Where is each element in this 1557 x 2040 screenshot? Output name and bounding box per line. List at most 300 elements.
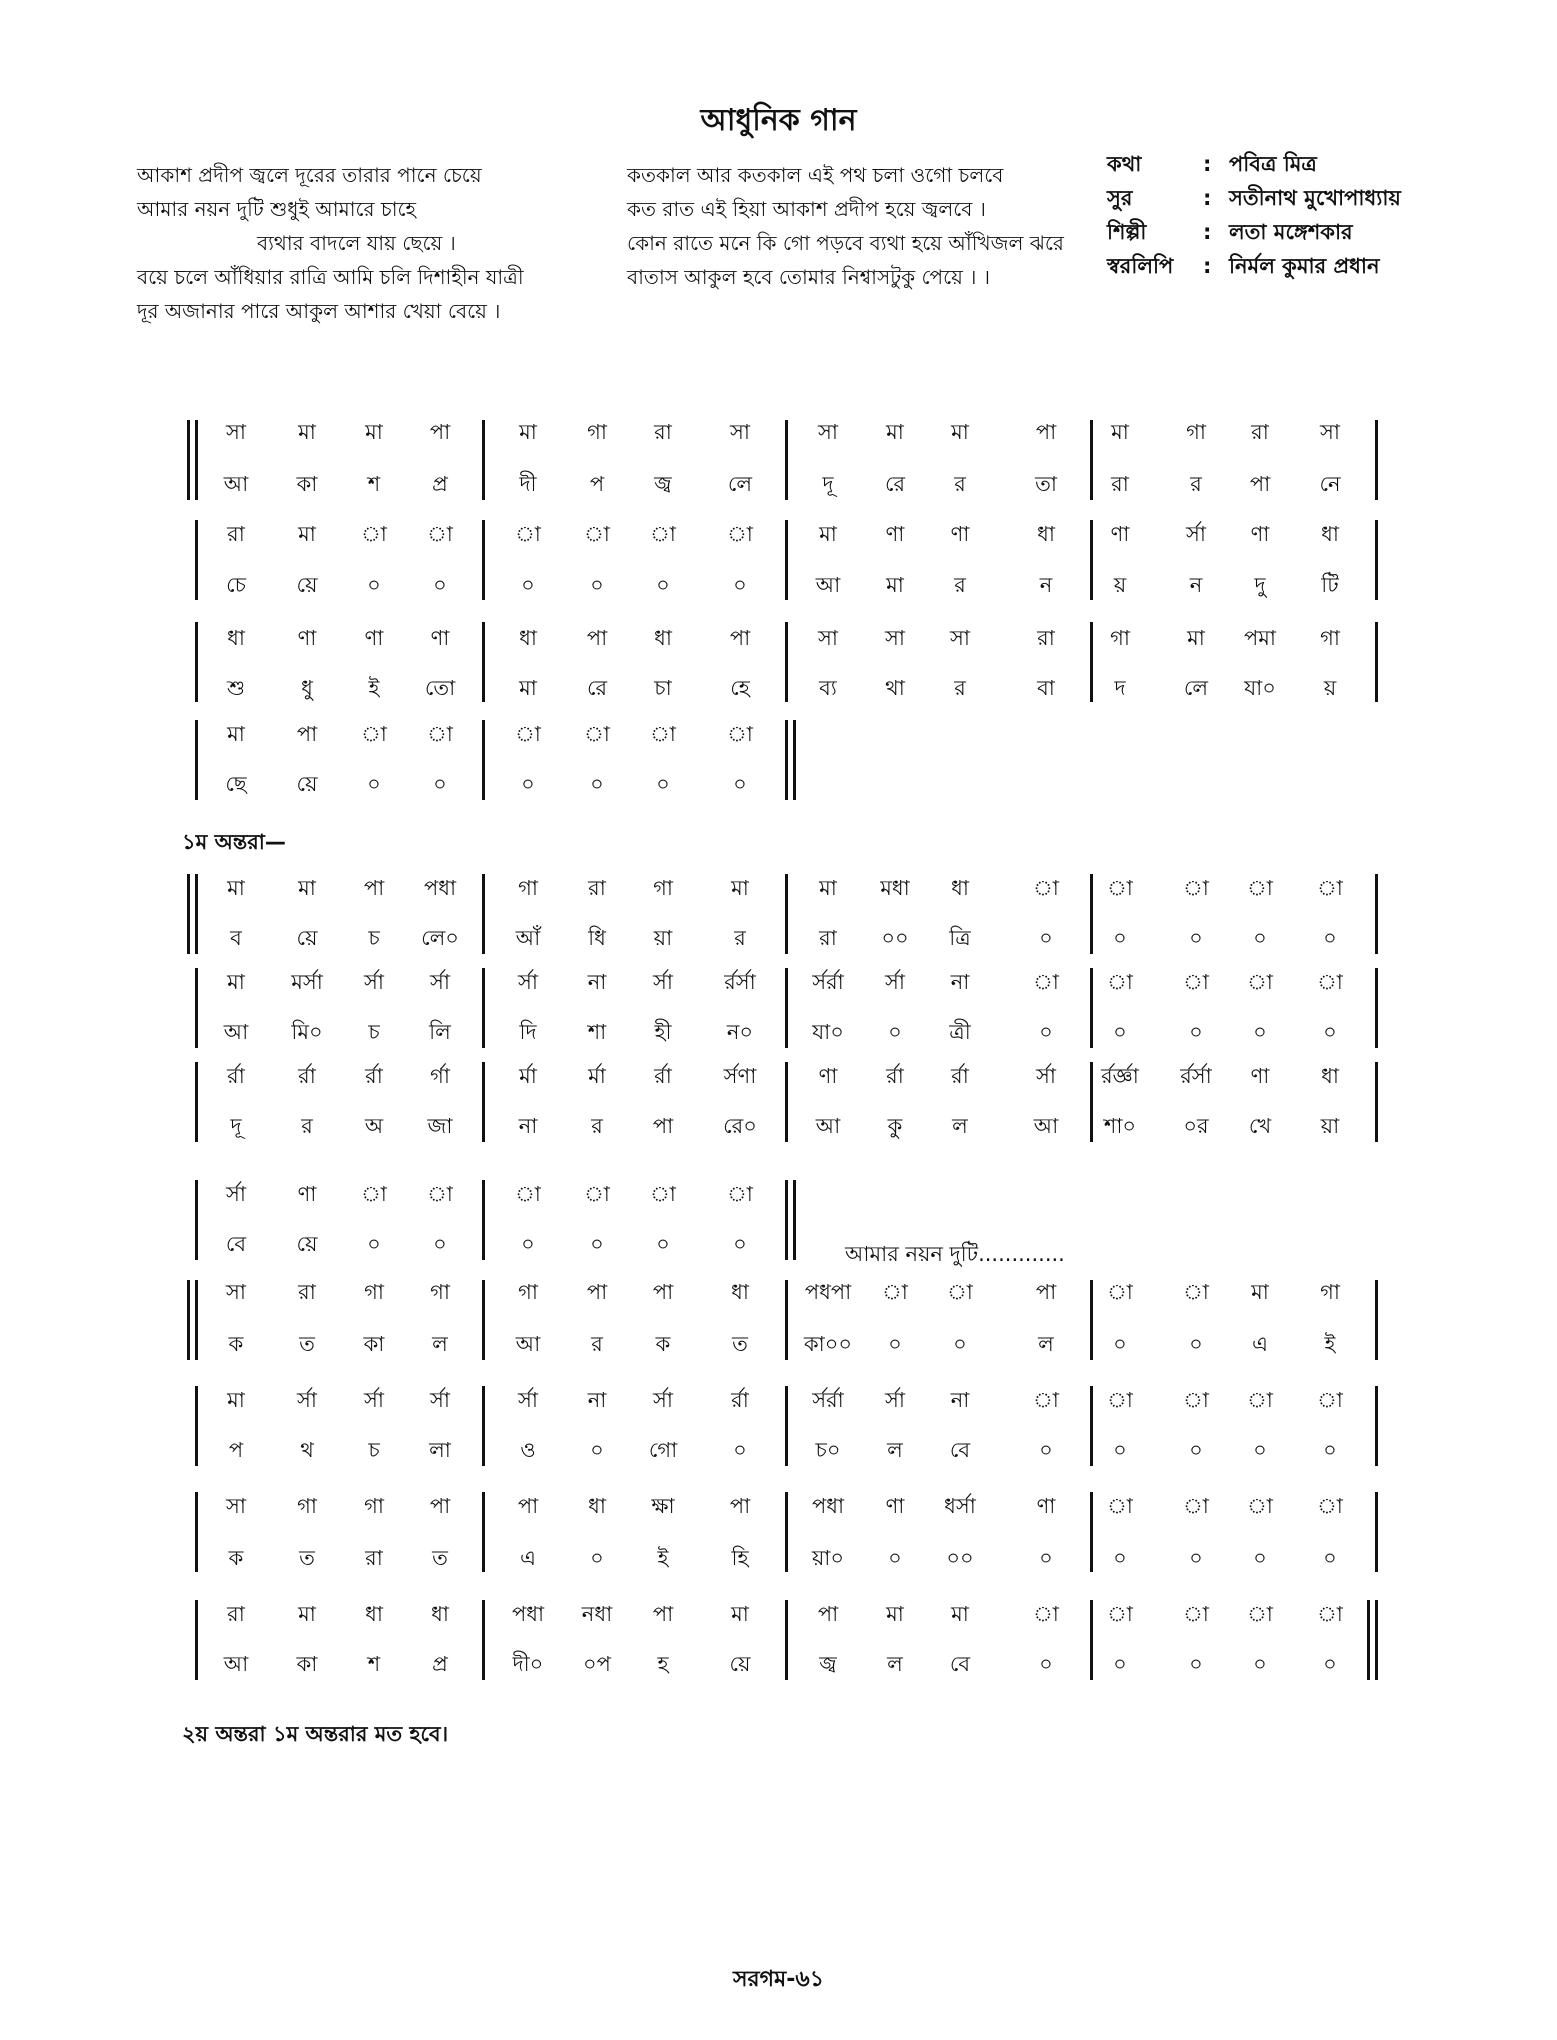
notation-cell: শা০ xyxy=(1103,1114,1137,1138)
notation-cell: র্রর্জ্ঞা xyxy=(1101,1064,1139,1088)
notation-cell: া xyxy=(361,722,387,746)
notation-cell: পা xyxy=(363,876,385,900)
notation-cell: ০প xyxy=(583,1652,611,1676)
notation-cell: ধা xyxy=(1037,522,1055,546)
notation-cell: ০ xyxy=(888,1332,902,1356)
notation-cell: গা xyxy=(1110,626,1130,650)
notation-cell: া xyxy=(727,722,753,746)
notation-cell: ০ xyxy=(521,772,535,796)
notation-cell: ধা xyxy=(431,1602,449,1626)
notation-cell: গা xyxy=(587,420,607,444)
notation-cell: লে xyxy=(1183,676,1209,700)
notation-cell: ণা xyxy=(297,1182,317,1206)
notation-cell: া xyxy=(1247,970,1273,994)
bar-line xyxy=(785,1600,788,1680)
notation-cell: ত xyxy=(732,1332,748,1356)
bar-line xyxy=(785,622,788,702)
notation-cell: ক xyxy=(228,1546,244,1570)
notation-cell: পা xyxy=(652,1602,674,1626)
notation-cell: ণা xyxy=(1036,1494,1056,1518)
notation-cell: মা xyxy=(819,876,837,900)
notation-cell: ল xyxy=(887,1438,903,1462)
lyric-line: ব্যথার বাদলে যায় ছেয়ে । xyxy=(257,231,456,255)
bar-line xyxy=(482,968,485,1048)
notation-cell: সা xyxy=(885,626,905,650)
notation-cell: চ xyxy=(368,926,380,950)
bar-line xyxy=(195,1600,198,1680)
notation-cell: ০ xyxy=(521,1232,535,1256)
bar-line xyxy=(785,1280,788,1360)
notation-cell: কা xyxy=(296,472,318,496)
notation-cell: র্রা xyxy=(654,1064,672,1088)
notation-cell: ধি xyxy=(588,926,606,950)
notation-cell: আ xyxy=(815,1114,841,1138)
bar-line xyxy=(1090,1062,1093,1142)
notation-cell: র্রা xyxy=(886,1064,904,1088)
notation-cell: রা xyxy=(365,1546,383,1570)
notation-cell: ত্রি xyxy=(949,926,971,950)
notation-cell: য় xyxy=(1113,573,1127,597)
notation-cell: ত xyxy=(299,1546,315,1570)
antara1-label: ১ম অন্তরা— xyxy=(182,830,286,854)
notation-cell: পা xyxy=(729,1494,751,1518)
notation-cell: রে xyxy=(884,472,906,496)
notation-cell: ০ xyxy=(1189,926,1203,950)
notation-cell: য় xyxy=(1323,676,1337,700)
notation-cell: এ xyxy=(520,1546,536,1570)
credit-label: কথা xyxy=(1107,152,1142,176)
bar-line xyxy=(1090,622,1093,702)
notation-cell: ধা xyxy=(365,1602,383,1626)
notation-cell: আঁ xyxy=(515,926,541,950)
notation-cell: ০ xyxy=(1189,1332,1203,1356)
notation-cell: ০ xyxy=(590,772,604,796)
notation-cell: ল xyxy=(952,1114,968,1138)
notation-cell: ল xyxy=(887,1652,903,1676)
notation-cell: শ xyxy=(367,1652,381,1676)
notation-cell: মা xyxy=(227,970,245,994)
notation-cell: দূ xyxy=(230,1114,242,1138)
notation-cell: অ xyxy=(364,1114,384,1138)
notation-cell: া xyxy=(1247,1602,1273,1626)
notation-cell: র xyxy=(734,926,746,950)
antara2-note: ২য় অন্তরা ১ম অন্তরার মত হবে। xyxy=(182,1722,449,1746)
credit-label: স্বরলিপি xyxy=(1107,254,1174,278)
notation-cell: ০ xyxy=(1113,1652,1127,1676)
notation-cell: পা xyxy=(296,722,318,746)
notation-cell: চ xyxy=(368,1438,380,1462)
notation-cell: পা xyxy=(817,1602,839,1626)
notation-cell: র্সণা xyxy=(723,1064,757,1088)
notation-cell: য়ে xyxy=(296,573,318,597)
credit-colon: : xyxy=(1203,152,1212,176)
notation-cell: লে xyxy=(727,472,753,496)
bar-line xyxy=(785,420,788,500)
notation-cell: খে xyxy=(1248,1114,1272,1138)
notation-cell: মা xyxy=(819,522,837,546)
notation-cell: ক্ষা xyxy=(651,1494,675,1518)
notation-cell: পা xyxy=(1035,1280,1057,1304)
notation-cell: ০ xyxy=(1323,926,1337,950)
notation-cell: কু xyxy=(887,1114,903,1138)
notation-cell: পধা xyxy=(423,876,457,900)
notation-cell: ০ xyxy=(1039,1652,1053,1676)
notation-cell: নধা xyxy=(581,1602,613,1626)
notation-cell: য়ে xyxy=(296,1232,318,1256)
notation-cell: ০ xyxy=(733,1232,747,1256)
bar-line xyxy=(482,874,485,954)
notation-cell: মা xyxy=(886,420,904,444)
notation-cell: র্গা xyxy=(430,1064,450,1088)
notation-cell: বা xyxy=(1037,676,1055,700)
notation-cell: ধা xyxy=(731,1280,749,1304)
notation-cell: ধা xyxy=(519,626,537,650)
notation-cell: া xyxy=(1107,1602,1133,1626)
credit-value: লতা মঙ্গেশকার xyxy=(1229,220,1353,244)
notation-cell: া xyxy=(1183,1494,1209,1518)
notation-cell: ধা xyxy=(588,1494,606,1518)
notation-cell: ০ xyxy=(733,1438,747,1462)
notation-cell: ধর্সা xyxy=(944,1494,976,1518)
notation-cell: া xyxy=(1317,1602,1343,1626)
notation-cell: মা xyxy=(298,1602,316,1626)
notation-cell: রা xyxy=(1111,472,1129,496)
notation-cell: মা xyxy=(1187,626,1205,650)
notation-cell: র xyxy=(591,1332,603,1356)
notation-cell: টি xyxy=(1321,573,1339,597)
notation-cell: পা xyxy=(652,1280,674,1304)
notation-cell: ০ xyxy=(1113,1332,1127,1356)
notation-cell: ০ xyxy=(521,573,535,597)
bar-line xyxy=(785,968,788,1048)
notation-cell: না xyxy=(950,970,970,994)
notation-cell: র্সা xyxy=(885,970,905,994)
notation-cell: তো xyxy=(424,676,456,700)
refrain-note: আমার নয়ন দুটি............. xyxy=(845,1242,1065,1266)
bar-line xyxy=(482,1180,485,1260)
bar-line xyxy=(1375,1280,1378,1360)
notation-cell: র্সা xyxy=(364,970,384,994)
notation-cell: য়ে xyxy=(296,772,318,796)
notation-cell: মা xyxy=(519,420,537,444)
notation-cell: র্রা xyxy=(227,1064,245,1088)
notation-cell: রা xyxy=(227,1602,245,1626)
notation-cell: র্সা xyxy=(885,1388,905,1412)
notation-cell: র্রা xyxy=(731,1388,749,1412)
notation-cell: ০ xyxy=(1039,1546,1053,1570)
notation-cell: া xyxy=(1107,876,1133,900)
bar-line xyxy=(1090,520,1093,600)
notation-cell: া xyxy=(1247,1388,1273,1412)
end-bar-line xyxy=(793,720,796,800)
credit-colon: : xyxy=(1203,220,1212,244)
bar-line xyxy=(482,1492,485,1572)
notation-cell: া xyxy=(427,722,453,746)
notation-cell: দী xyxy=(519,472,537,496)
notation-cell: ০ xyxy=(590,1438,604,1462)
bar-line xyxy=(195,1280,198,1360)
notation-cell: পা xyxy=(729,626,751,650)
notation-cell: গা xyxy=(297,1494,317,1518)
notation-cell: র্সা xyxy=(430,1388,450,1412)
notation-cell: মা xyxy=(298,522,316,546)
bar-line xyxy=(1375,1062,1378,1142)
lyric-line: কত রাত এই হিয়া আকাশ প্রদীপ হয়ে জ্বলবে । xyxy=(627,197,986,221)
bar-line xyxy=(195,1386,198,1466)
notation-cell: পা xyxy=(429,420,451,444)
bar-line xyxy=(1090,1492,1093,1572)
notation-cell: পা xyxy=(586,626,608,650)
notation-cell: ০০ xyxy=(946,1546,974,1570)
bar-line xyxy=(482,1600,485,1680)
bar-line xyxy=(1375,622,1378,702)
notation-cell: থা xyxy=(885,676,905,700)
notation-cell: ত xyxy=(299,1332,315,1356)
notation-cell: প্র xyxy=(432,472,448,496)
notation-cell: া xyxy=(1317,1494,1343,1518)
notation-cell: কা xyxy=(363,1332,385,1356)
bar-line xyxy=(785,874,788,954)
notation-cell: পধা xyxy=(511,1602,545,1626)
notation-cell: া xyxy=(584,722,610,746)
notation-cell: আ xyxy=(515,1332,541,1356)
end-bar-line xyxy=(785,720,788,800)
notation-cell: র xyxy=(591,1114,603,1138)
notation-cell: র্রা xyxy=(298,1064,316,1088)
credit-colon: : xyxy=(1203,254,1212,278)
notation-cell: র xyxy=(954,676,966,700)
notation-cell: না xyxy=(587,970,607,994)
notation-cell: হী xyxy=(654,1020,672,1044)
notation-cell: লে০ xyxy=(421,926,459,950)
bar-line xyxy=(195,720,198,800)
notation-cell: পধপা xyxy=(804,1280,852,1304)
notation-cell: ০ xyxy=(1113,1546,1127,1570)
notation-cell: চ xyxy=(368,1020,380,1044)
notation-cell: ০ xyxy=(433,772,447,796)
notation-cell: ও xyxy=(520,1438,536,1462)
notation-cell: ই xyxy=(368,676,380,700)
notation-cell: র্সর্রা xyxy=(812,1388,844,1412)
lyric-line: বাতাস আকুল হবে তোমার নিশ্বাসটুকু পেয়ে । । xyxy=(627,265,990,289)
notation-cell: য়া xyxy=(1320,1114,1340,1138)
notation-cell: আ xyxy=(223,1652,249,1676)
notation-cell: শা xyxy=(587,1020,607,1044)
notation-cell: ০ xyxy=(367,573,381,597)
bar-line xyxy=(195,968,198,1048)
bar-line xyxy=(482,1280,485,1360)
notation-cell: ০ xyxy=(1189,1020,1203,1044)
notation-cell: মর্সা xyxy=(291,970,323,994)
notation-cell: া xyxy=(361,522,387,546)
bar-line xyxy=(1090,874,1093,954)
notation-cell: র্সা xyxy=(653,970,673,994)
notation-cell: আ xyxy=(223,472,249,496)
bar-line xyxy=(195,1492,198,1572)
notation-cell: লি xyxy=(429,1020,451,1044)
notation-cell: র্সা xyxy=(518,970,538,994)
notation-cell: র xyxy=(954,573,966,597)
notation-cell: চা xyxy=(654,676,672,700)
notation-cell: ০ xyxy=(733,772,747,796)
notation-cell: নে xyxy=(1319,472,1341,496)
notation-cell: ০ xyxy=(1323,1652,1337,1676)
notation-cell: ল xyxy=(432,1332,448,1356)
bar-line xyxy=(1090,1600,1093,1680)
notation-cell: গা xyxy=(1186,420,1206,444)
notation-cell: হ xyxy=(657,1652,669,1676)
notation-cell: কা০০ xyxy=(803,1332,853,1356)
bar-line xyxy=(1090,1280,1093,1360)
notation-cell: ন xyxy=(1189,573,1203,597)
notation-cell: দী০ xyxy=(512,1652,544,1676)
notation-cell: া xyxy=(882,1280,908,1304)
notation-cell: ০র xyxy=(1183,1114,1209,1138)
notation-cell: া xyxy=(727,1182,753,1206)
bar-line xyxy=(1090,1386,1093,1466)
notation-cell: র্রা xyxy=(365,1064,383,1088)
notation-cell: র্সা xyxy=(297,1388,317,1412)
notation-cell: া xyxy=(361,1182,387,1206)
notation-cell: া xyxy=(1033,1602,1059,1626)
bar-line xyxy=(195,622,198,702)
notation-cell: র্মা xyxy=(588,1064,606,1088)
credit-value: নির্মল কুমার প্রধান xyxy=(1229,254,1380,278)
notation-cell: সা xyxy=(818,420,838,444)
notation-cell: মা xyxy=(951,1602,969,1626)
credit-value: সতীনাথ মুখোপাধ্যায় xyxy=(1229,186,1401,210)
notation-cell: ণা xyxy=(818,1064,838,1088)
notation-cell: ০ xyxy=(656,1232,670,1256)
bar-line xyxy=(785,1492,788,1572)
notation-cell: রা xyxy=(227,522,245,546)
notation-cell: র্সা xyxy=(518,1388,538,1412)
notation-cell: সা xyxy=(226,1280,246,1304)
notation-cell: আ xyxy=(1033,1114,1059,1138)
notation-cell: া xyxy=(650,1182,676,1206)
notation-cell: ০ xyxy=(1189,1652,1203,1676)
notation-cell: মা xyxy=(886,573,904,597)
bar-line xyxy=(482,1386,485,1466)
bar-line xyxy=(195,1062,198,1142)
notation-cell: ০ xyxy=(367,772,381,796)
notation-cell: বে xyxy=(949,1438,971,1462)
bar-line xyxy=(195,1180,198,1260)
notation-cell: দু xyxy=(1254,573,1266,597)
notation-cell: মি০ xyxy=(291,1020,323,1044)
notation-cell: া xyxy=(650,722,676,746)
notation-cell: া xyxy=(727,522,753,546)
notation-cell: পা xyxy=(517,1494,539,1518)
notation-cell: পা xyxy=(586,1280,608,1304)
notation-cell: হে xyxy=(730,676,750,700)
notation-cell: ০ xyxy=(1039,1020,1053,1044)
notation-cell: ০ xyxy=(1253,1652,1267,1676)
lyric-line: কোন রাতে মনে কি গো পড়বে ব্যথা হয়ে আঁখিজল ঝরে xyxy=(627,231,1064,255)
notation-cell: মধা xyxy=(880,876,910,900)
notation-cell: মা xyxy=(227,1388,245,1412)
bar-line xyxy=(482,720,485,800)
notation-cell: পা xyxy=(429,1494,451,1518)
notation-cell: আ xyxy=(815,573,841,597)
notation-cell: মা xyxy=(298,876,316,900)
notation-cell: ০০ xyxy=(881,926,909,950)
notation-cell: লা xyxy=(429,1438,451,1462)
notation-cell: া xyxy=(1107,1388,1133,1412)
notation-cell: মা xyxy=(886,1602,904,1626)
notation-cell: ০ xyxy=(888,1546,902,1570)
notation-cell: ০ xyxy=(1113,1020,1127,1044)
notation-cell: া xyxy=(584,522,610,546)
notation-cell: ধু xyxy=(301,676,313,700)
notation-cell: া xyxy=(515,522,541,546)
notation-cell: ০ xyxy=(1323,1020,1337,1044)
notation-cell: া xyxy=(1033,1388,1059,1412)
notation-cell: না xyxy=(587,1388,607,1412)
notation-cell: দূ xyxy=(822,472,834,496)
notation-cell: া xyxy=(1183,876,1209,900)
notation-cell: া xyxy=(1317,970,1343,994)
notation-cell: া xyxy=(515,1182,541,1206)
bar-line xyxy=(785,1386,788,1466)
notation-cell: া xyxy=(1183,1388,1209,1412)
notation-cell: ই xyxy=(1324,1332,1336,1356)
notation-cell: মা xyxy=(951,420,969,444)
bar-line xyxy=(1375,1492,1378,1572)
notation-cell: ০ xyxy=(656,573,670,597)
notation-cell: দ xyxy=(1114,676,1126,700)
bar-line xyxy=(1375,968,1378,1048)
notation-cell: ধা xyxy=(951,876,969,900)
notation-cell: হি xyxy=(731,1546,749,1570)
notation-cell: র্সা xyxy=(364,1388,384,1412)
notation-cell: জ্ব xyxy=(654,472,672,496)
notation-cell: মা xyxy=(298,420,316,444)
bar-line xyxy=(785,1062,788,1142)
notation-cell: ০ xyxy=(733,573,747,597)
notation-cell: ন০ xyxy=(726,1020,754,1044)
notation-cell: ০ xyxy=(1039,926,1053,950)
notation-cell: ০ xyxy=(888,1020,902,1044)
notation-cell: া xyxy=(427,522,453,546)
notation-cell: প xyxy=(589,472,605,496)
notation-cell: গা xyxy=(518,1280,538,1304)
notation-cell: প্র xyxy=(432,1652,448,1676)
notation-cell: ণা xyxy=(885,522,905,546)
bar-line xyxy=(1375,874,1378,954)
notation-cell: মা xyxy=(227,876,245,900)
lyric-line: দূর অজানার পারে আকুল আশার খেয়া বেয়ে । xyxy=(137,299,501,323)
notation-cell: য়ে xyxy=(296,926,318,950)
notation-cell: সা xyxy=(226,1494,246,1518)
notation-cell: বে xyxy=(225,1232,247,1256)
notation-cell: ০ xyxy=(1323,1546,1337,1570)
notation-cell: া xyxy=(1317,1388,1343,1412)
bar-line xyxy=(1375,1600,1378,1680)
notation-cell: র্সা xyxy=(1186,522,1206,546)
notation-cell: গো xyxy=(648,1438,678,1462)
notation-cell: ০ xyxy=(1253,1020,1267,1044)
notation-cell: ণা xyxy=(950,522,970,546)
bar-line xyxy=(785,520,788,600)
lyric-line: বয়ে চলে আঁধিয়ার রাত্রি আমি চলি দিশাহীন যাত্রী xyxy=(137,265,524,289)
notation-cell: সা xyxy=(730,420,750,444)
notation-cell: র্সা xyxy=(653,1388,673,1412)
notation-cell: মা xyxy=(1111,420,1129,444)
notation-cell: য়া০ xyxy=(811,1546,845,1570)
notation-cell: ০ xyxy=(1189,1546,1203,1570)
notation-cell: ণা xyxy=(364,626,384,650)
